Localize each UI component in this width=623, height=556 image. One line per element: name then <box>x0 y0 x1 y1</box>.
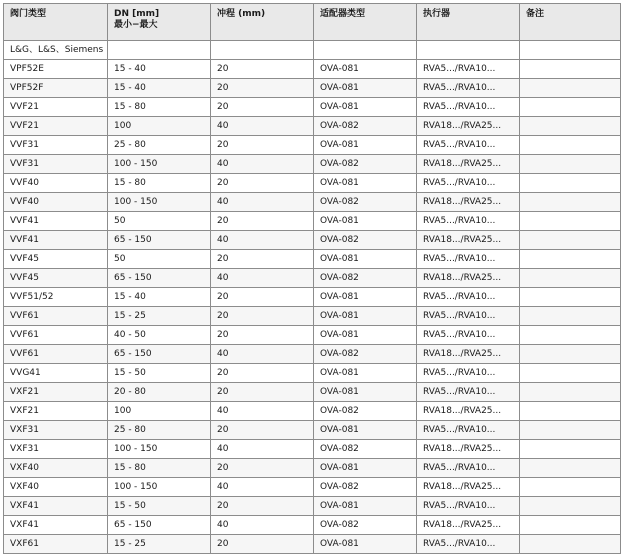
table-row <box>4 269 621 288</box>
cell-remark <box>520 478 621 497</box>
cell-actuator: RVA5.../RVA10... <box>417 136 520 155</box>
cell-dn: 100 - 150 <box>108 193 211 212</box>
cell-dn: 65 - 150 <box>108 516 211 535</box>
table-row <box>4 288 621 307</box>
cell-valve-type: VXF40 <box>4 478 108 497</box>
header-valve-type <box>4 4 108 41</box>
cell-stroke: 20 <box>211 497 314 516</box>
cell-valve-type: VVF21 <box>4 117 108 136</box>
cell-adapter: OVA-082 <box>314 117 417 136</box>
header-row <box>4 4 621 41</box>
cell-actuator: RVA18.../RVA25... <box>417 269 520 288</box>
cell-valve-type: VXF31 <box>4 440 108 459</box>
cell-stroke: 20 <box>211 383 314 402</box>
cell-valve-type: VVF61 <box>4 307 108 326</box>
cell-valve-type: VXF41 <box>4 497 108 516</box>
cell-stroke: 20 <box>211 79 314 98</box>
cell-adapter: OVA-081 <box>314 326 417 345</box>
cell-remark <box>520 79 621 98</box>
cell-adapter: OVA-081 <box>314 98 417 117</box>
cell-dn: 50 <box>108 250 211 269</box>
cell-adapter: OVA-081 <box>314 174 417 193</box>
table-row <box>4 440 621 459</box>
table-row <box>4 326 621 345</box>
cell-stroke: 20 <box>211 459 314 478</box>
table-row <box>4 497 621 516</box>
cell-remark <box>520 364 621 383</box>
header-actuator <box>417 4 520 41</box>
cell-adapter: OVA-082 <box>314 345 417 364</box>
cell-valve-type: VVF40 <box>4 193 108 212</box>
cell-valve-type: VXF21 <box>4 383 108 402</box>
table-row <box>4 383 621 402</box>
cell-actuator: RVA18.../RVA25... <box>417 345 520 364</box>
cell-dn: 100 <box>108 117 211 136</box>
cell-remark <box>520 212 621 231</box>
cell-actuator: RVA18.../RVA25... <box>417 516 520 535</box>
cell-actuator: RVA5.../RVA10... <box>417 459 520 478</box>
cell-dn: 100 - 150 <box>108 478 211 497</box>
cell-valve-type: VPF52F <box>4 79 108 98</box>
cell-remark <box>520 250 621 269</box>
header-dn-range-label: 最小−最大 <box>114 20 158 30</box>
header-dn-label: DN [mm] <box>114 9 160 19</box>
cell-stroke: 20 <box>211 98 314 117</box>
table-row <box>4 459 621 478</box>
cell-adapter: OVA-081 <box>314 364 417 383</box>
cell-adapter: OVA-081 <box>314 250 417 269</box>
cell-stroke: 40 <box>211 478 314 497</box>
cell-dn: 15 - 80 <box>108 174 211 193</box>
cell-valve-type: VVF31 <box>4 155 108 174</box>
cell-actuator: RVA5.../RVA10... <box>417 174 520 193</box>
table-row <box>4 60 621 79</box>
cell-stroke: 40 <box>211 269 314 288</box>
cell-actuator: RVA18.../RVA25... <box>417 231 520 250</box>
cell-adapter: OVA-082 <box>314 478 417 497</box>
cell-adapter: OVA-081 <box>314 136 417 155</box>
cell-valve-type: VPF52E <box>4 60 108 79</box>
cell-remark <box>520 269 621 288</box>
cell-actuator: RVA18.../RVA25... <box>417 478 520 497</box>
cell-dn: 100 <box>108 402 211 421</box>
cell-dn: 100 - 150 <box>108 155 211 174</box>
cell-remark <box>520 193 621 212</box>
cell-dn: 25 - 80 <box>108 136 211 155</box>
table-row <box>4 193 621 212</box>
cell-actuator: RVA18.../RVA25... <box>417 402 520 421</box>
cell-actuator: RVA5.../RVA10... <box>417 212 520 231</box>
cell-remark <box>520 117 621 136</box>
cell-adapter: OVA-082 <box>314 516 417 535</box>
cell-actuator: RVA18.../RVA25... <box>417 117 520 136</box>
cell-adapter: OVA-082 <box>314 440 417 459</box>
cell-valve-type: VXF31 <box>4 421 108 440</box>
cell-stroke: 20 <box>211 60 314 79</box>
cell-dn: 50 <box>108 212 211 231</box>
table-row <box>4 345 621 364</box>
cell-remark <box>520 288 621 307</box>
cell-dn: 15 - 40 <box>108 60 211 79</box>
cell-valve-type: VXF41 <box>4 516 108 535</box>
cell-stroke: 40 <box>211 440 314 459</box>
header-adapter <box>314 4 417 41</box>
cell-actuator: RVA5.../RVA10... <box>417 307 520 326</box>
cell-adapter: OVA-081 <box>314 383 417 402</box>
cell-adapter: OVA-081 <box>314 307 417 326</box>
cell-stroke: 40 <box>211 231 314 250</box>
cell-adapter: OVA-081 <box>314 288 417 307</box>
cell-adapter: OVA-082 <box>314 155 417 174</box>
header-stroke <box>211 4 314 41</box>
cell-adapter: OVA-081 <box>314 497 417 516</box>
cell-stroke: 40 <box>211 193 314 212</box>
cell-stroke: 20 <box>211 535 314 554</box>
cell-stroke: 20 <box>211 136 314 155</box>
cell-actuator: RVA5.../RVA10... <box>417 364 520 383</box>
cell-adapter: OVA-081 <box>314 535 417 554</box>
table-row <box>4 307 621 326</box>
cell-remark <box>520 60 621 79</box>
cell-adapter: OVA-082 <box>314 231 417 250</box>
cell-remark <box>520 516 621 535</box>
table-row <box>4 535 621 554</box>
brand-row <box>4 41 621 60</box>
table-row <box>4 117 621 136</box>
cell-actuator: RVA18.../RVA25... <box>417 155 520 174</box>
cell-valve-type: VVG41 <box>4 364 108 383</box>
brand-empty-cell <box>108 41 211 60</box>
table-row <box>4 174 621 193</box>
brand-empty-cell <box>417 41 520 60</box>
cell-stroke: 40 <box>211 402 314 421</box>
cell-dn: 15 - 40 <box>108 288 211 307</box>
cell-adapter: OVA-081 <box>314 60 417 79</box>
cell-remark <box>520 155 621 174</box>
cell-valve-type: VVF61 <box>4 345 108 364</box>
cell-actuator: RVA5.../RVA10... <box>417 421 520 440</box>
cell-actuator: RVA5.../RVA10... <box>417 98 520 117</box>
cell-adapter: OVA-081 <box>314 79 417 98</box>
cell-stroke: 20 <box>211 250 314 269</box>
cell-stroke: 20 <box>211 288 314 307</box>
table-row <box>4 79 621 98</box>
table-header <box>4 4 621 41</box>
cell-stroke: 20 <box>211 212 314 231</box>
table-row <box>4 250 621 269</box>
cell-dn: 15 - 25 <box>108 535 211 554</box>
table-row <box>4 212 621 231</box>
cell-actuator: RVA5.../RVA10... <box>417 535 520 554</box>
cell-valve-type: VVF61 <box>4 326 108 345</box>
brand-cell: L&G、L&S、Siemens <box>4 41 108 60</box>
header-remark <box>520 4 621 41</box>
cell-actuator: RVA5.../RVA10... <box>417 250 520 269</box>
cell-dn: 20 - 80 <box>108 383 211 402</box>
header-remark-label: 备注 <box>526 9 545 19</box>
cell-dn: 15 - 80 <box>108 98 211 117</box>
cell-actuator: RVA18.../RVA25... <box>417 193 520 212</box>
header-actuator-label: 执行器 <box>423 9 451 19</box>
cell-adapter: OVA-081 <box>314 459 417 478</box>
cell-remark <box>520 136 621 155</box>
cell-dn: 65 - 150 <box>108 345 211 364</box>
cell-remark <box>520 535 621 554</box>
cell-stroke: 20 <box>211 326 314 345</box>
cell-remark <box>520 383 621 402</box>
table-row <box>4 364 621 383</box>
table-row <box>4 98 621 117</box>
header-valve-type-label: 阀门类型 <box>10 9 47 19</box>
cell-remark <box>520 402 621 421</box>
cell-dn: 15 - 50 <box>108 497 211 516</box>
cell-stroke: 40 <box>211 345 314 364</box>
cell-remark <box>520 459 621 478</box>
cell-actuator: RVA18.../RVA25... <box>417 440 520 459</box>
table-row <box>4 516 621 535</box>
cell-remark <box>520 497 621 516</box>
table-row <box>4 231 621 250</box>
header-adapter-label: 适配器类型 <box>320 9 366 19</box>
cell-adapter: OVA-082 <box>314 402 417 421</box>
cell-dn: 15 - 50 <box>108 364 211 383</box>
valve-compatibility-table <box>3 3 621 554</box>
table-body <box>4 41 621 554</box>
table-row <box>4 421 621 440</box>
cell-dn: 65 - 150 <box>108 269 211 288</box>
cell-actuator: RVA5.../RVA10... <box>417 79 520 98</box>
cell-remark <box>520 307 621 326</box>
cell-valve-type: VVF31 <box>4 136 108 155</box>
cell-adapter: OVA-081 <box>314 421 417 440</box>
valve-compatibility-table-container <box>3 3 620 554</box>
cell-remark <box>520 98 621 117</box>
brand-empty-cell <box>314 41 417 60</box>
cell-valve-type: VVF45 <box>4 250 108 269</box>
cell-remark <box>520 326 621 345</box>
cell-remark <box>520 345 621 364</box>
cell-valve-type: VVF45 <box>4 269 108 288</box>
cell-dn: 25 - 80 <box>108 421 211 440</box>
cell-valve-type: VVF41 <box>4 231 108 250</box>
cell-actuator: RVA5.../RVA10... <box>417 288 520 307</box>
header-dn <box>108 4 211 41</box>
table-row <box>4 478 621 497</box>
cell-adapter: OVA-082 <box>314 193 417 212</box>
cell-stroke: 20 <box>211 421 314 440</box>
cell-valve-type: VVF40 <box>4 174 108 193</box>
cell-stroke: 40 <box>211 516 314 535</box>
cell-dn: 15 - 25 <box>108 307 211 326</box>
cell-valve-type: VVF21 <box>4 98 108 117</box>
cell-dn: 65 - 150 <box>108 231 211 250</box>
cell-valve-type: VXF21 <box>4 402 108 421</box>
cell-adapter: OVA-082 <box>314 269 417 288</box>
brand-empty-cell <box>211 41 314 60</box>
cell-remark <box>520 174 621 193</box>
cell-stroke: 20 <box>211 174 314 193</box>
cell-actuator: RVA5.../RVA10... <box>417 383 520 402</box>
cell-adapter: OVA-081 <box>314 212 417 231</box>
cell-remark <box>520 421 621 440</box>
brand-empty-cell <box>520 41 621 60</box>
table-row <box>4 402 621 421</box>
table-row <box>4 155 621 174</box>
cell-dn: 15 - 40 <box>108 79 211 98</box>
cell-valve-type: VXF40 <box>4 459 108 478</box>
cell-stroke: 40 <box>211 155 314 174</box>
cell-valve-type: VXF61 <box>4 535 108 554</box>
cell-actuator: RVA5.../RVA10... <box>417 326 520 345</box>
cell-remark <box>520 440 621 459</box>
cell-stroke: 20 <box>211 307 314 326</box>
cell-remark <box>520 231 621 250</box>
cell-dn: 100 - 150 <box>108 440 211 459</box>
cell-stroke: 40 <box>211 117 314 136</box>
cell-dn: 15 - 80 <box>108 459 211 478</box>
cell-valve-type: VVF51/52 <box>4 288 108 307</box>
header-stroke-label: 冲程 (mm) <box>217 9 266 19</box>
cell-actuator: RVA5.../RVA10... <box>417 497 520 516</box>
cell-stroke: 20 <box>211 364 314 383</box>
cell-dn: 40 - 50 <box>108 326 211 345</box>
cell-valve-type: VVF41 <box>4 212 108 231</box>
cell-actuator: RVA5.../RVA10... <box>417 60 520 79</box>
table-row <box>4 136 621 155</box>
